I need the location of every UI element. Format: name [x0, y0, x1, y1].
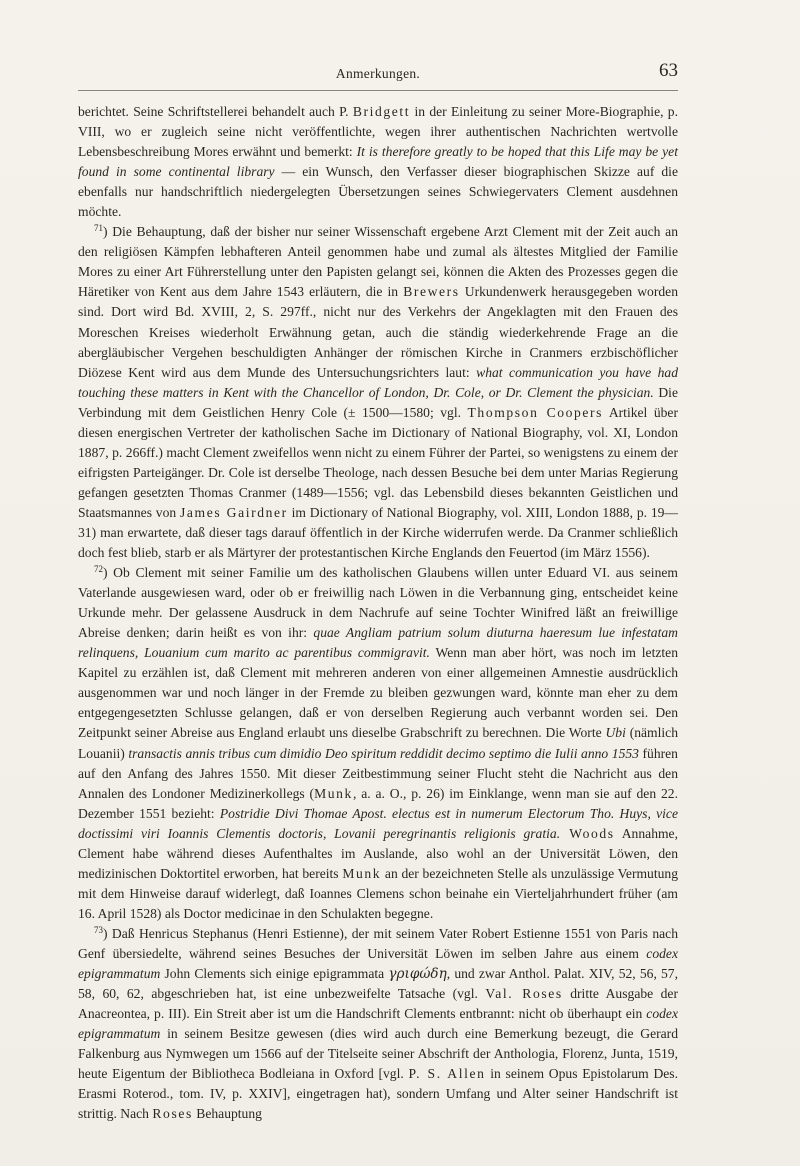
note-73-paragraph — [78, 924, 678, 1124]
page-number: 63 — [659, 60, 678, 81]
note-72-paragraph — [78, 563, 678, 924]
text-run: ) Ob Clement mit seiner Familie um des katholischen Glaubens willen unter Eduard VI. aus seinem Vaterlande ausgewiesen ward, oder ob er freiwillig nach Löwen in die Verbannung ging, entscheidet keine Urkunde mehr. Der gelassene Ausdruck in dem Nachrufe auf seine Tochter Winifred läßt an freiwillige Abreise denken; darin heißt es von ihr: — [78, 565, 678, 641]
note-continuation-paragraph — [78, 102, 678, 222]
text-run: dritte Ausgabe der Anacreontea, p. III). Ein Streit aber ist um die Handschrift Clements entbrannt: nicht ob überhaupt ein — [78, 986, 678, 1022]
text-run: ) Daß Henricus Stephanus (Henri Estienne), der mit seinem Vater Robert Estienne 1551 von Paris nach Genf übersiedelte, während seines Besuches der Universität Löwen im selben Jahre aus einem — [78, 925, 678, 961]
text-run: Wenn man aber hört, was noch im letzten Kapitel zu erzählen ist, daß Clement mit mehreren anderen von einer allgemeinen Amnestie ausdrücklich ausgenommen war und noch länger in der Fremde zu bleiben gezwungen ward, könnte man eher zu dem entgegengesetzten Schlusse gelangen, daß er von derselben Regierung auch verbannt worden sei. Den Zeitpunkt seiner Abreise aus England erlaubt uns dieselbe Grabschrift zu berechnen. Die Worte — [78, 645, 678, 741]
running-head-title: Anmerkungen. — [335, 66, 421, 81]
italic-quote: Postridie Divi Thomae Apost. electus est in numerum Electorum Tho. Huys, vice doctissimi viri Ioannis Clementis doctoris, Lovanii peregrinantis religionis gratia. — [78, 805, 678, 841]
spaced-name: Munk — [314, 785, 353, 801]
spaced-name: Roses — [152, 1106, 193, 1122]
footnote-number: 71 — [94, 223, 103, 234]
spaced-name: Munk — [342, 865, 382, 881]
text-run: , und zwar Anthol. Palat. XIV, 52, 56, 57, 58, 60, 62, abgeschrieben hat, ist eine unbezweifelte Tatsache (vgl. — [78, 966, 678, 1002]
text-run: in seinem Opus Epistolarum Des. Erasmi Roterod., tom. IV, p. XXIV], eingetragen hat), sondern Umfang und Alter seiner Handschrift ist strittig. Nach — [78, 1066, 678, 1122]
text-run: ) Die Behauptung, daß der bisher nur seiner Wissenschaft ergebene Arzt Clement mit der Zeit auch an den religiösen Kämpfen lebhafteren Anteil genommen habe und zumal als ältestes Mitglied der Familie Mores zu einer Art Führerstellung unter den Papisten gelangt sei, können die Akten des Prozesses gegen die Häretiker von Kent aus dem Jahre 1543 erläutern, die in — [78, 224, 678, 300]
running-head — [78, 62, 678, 91]
italic-quote: codex epigrammatum — [78, 945, 678, 982]
italic-quote: transactis annis tribus cum dimidio Deo spiritum reddidit decimo septimo die Iulii anno 1553 — [128, 745, 639, 761]
text-run: Artikel über diesen energischen Vertreter der katholischen Sache im Dictionary of National Biography, vol. XI, London 1887, p. 266ff.) macht Clement zweifellos wenn nicht zu einem Führer der Partei, so wenigstens zu einem der eifrigsten Parteigänger. Dr. Cole ist derselbe Theologe, nach dessen Besuche bei dem unter Marias Regierung gefangen gesetzten Thomas Cranmer (1489—1556; vgl. das Lebensbild dieses bekannten Geistlichen und Staatsmannes von — [78, 404, 678, 520]
text-run: Annahme, Clement habe während dieses Aufenthaltes im Auslande, also wohl an der Universität Löwen, den medizinischen Doktortitel erworben, hat bereits — [78, 825, 678, 881]
text-run: in der Einleitung zu seiner More-Biographie, p. VIII, wo er zugleich seine nicht veröffentlichte, wegen ihrer authentischen Nachrichten wertvolle Lebensbeschreibung Mores erwähnt und bemerkt: — [78, 104, 678, 160]
italic-quote: codex epigrammatum — [78, 1006, 678, 1042]
footnote-number: 73 — [94, 924, 103, 935]
text-run: berichtet. Seine Schriftstellerei behandelt auch P. — [78, 104, 353, 119]
text-run: im Dictionary of National Biography, vol. XIII, London 1888, p. 19—31) man erwartete, daß dieser tags darauf öffentlich in der Kirche widerrufen werde. Da Cranmer schließlich doch fest blieb, starb er als Märtyrer der protestantischen Kirche Englands den Feuertod (im März 1556). — [78, 504, 679, 561]
text-run: Urkundenwerk herausgegeben worden sind. Dort wird Bd. XVIII, 2, S. 297ff., nicht nur des Verkehrs der Angeklagten mit den Frauen des Moreschen Kreises wiederholt Erwähnung getan, auch die ständig wiederkehrende Frage an die abergläubischer Vergehen beschuldigten Anhänger der römischen Kirche in Cranmers erzbischöflicher Diözese Kent wird aus dem Munde des Untersuchungsrichters laut: — [78, 284, 678, 380]
spaced-name: Val. Roses — [485, 986, 563, 1002]
italic-quote: It is therefore greatly to be hoped that this Life may be yet found in some continental library — [78, 144, 678, 180]
notes-text-block — [78, 102, 678, 1124]
spaced-name: Thompson Coopers — [467, 404, 604, 420]
text-run: Behauptung — [192, 1106, 262, 1122]
text-run: in seinem Besitze gewesen (dies wird auch durch eine Bemerkung bezeugt, die Gerard Falkenburg aus Nymwegen um 1566 auf der Titelseite seiner Abschrift der Anthologia, Florenz, Junta, 1519, heute Eigentum der Bibliotheca Bodleiana in Oxford [vgl. — [78, 1026, 678, 1082]
text-run: , a. a. O., p. 26) im Einklange, wenn man sie auf den 22. Dezember 1551 bezieht: — [78, 785, 678, 821]
text-run: Die Verbindung mit dem Geistlichen Henry Cole (± 1500—1580; vgl. — [78, 384, 678, 420]
spaced-name: P. S. Allen — [408, 1066, 486, 1082]
text-run: — ein Wunsch, den Verfasser dieser biographischen Skizze auf die ebenfalls nur handschriftlich niedergelegten Übersetzungen seines Schwiegervaters Clement ausdehnen möchte. — [78, 164, 678, 220]
spaced-name: Woods — [560, 825, 615, 841]
note-71-paragraph — [78, 222, 678, 563]
text-run: führen auf den Anfang des Jahres 1550. Mit dieser Zeitbestimmung seiner Flucht steht die Nachricht aus den Annalen des Londoner Medizinerkollegs ( — [78, 745, 678, 801]
text-run: John Clements sich einige epigrammata — [160, 966, 389, 982]
italic-quote: Ubi — [605, 725, 626, 741]
spaced-name: Brewers — [403, 284, 460, 300]
text-run: an der bezeichneten Stelle als unzulässige Vermutung mit dem Hinweise darauf widerlegt, daß Ioannes Clemens schon beinahe ein Vierteljahrhundert früher (am 16. April 1528) als Doctor medicinae in den Schulakten begegne. — [78, 865, 679, 921]
text-run: (nämlich Louanii) — [78, 725, 679, 761]
footnote-number: 72 — [94, 564, 103, 575]
spaced-name: Bridgett — [352, 104, 411, 119]
italic-quote: what communication you have had touching these matters in Kent with the Chancellor of London, Dr. Cole, or Dr. Clement the physician. — [78, 364, 678, 400]
italic-quote: quae Angliam patrium solum diuturna haeresum lue infestatam relinquens, Louanium cum marito ac parentibus commigravit. — [78, 625, 678, 661]
spaced-name: James Gairdner — [180, 504, 288, 520]
greek-word: γριφώδη — [388, 966, 447, 983]
